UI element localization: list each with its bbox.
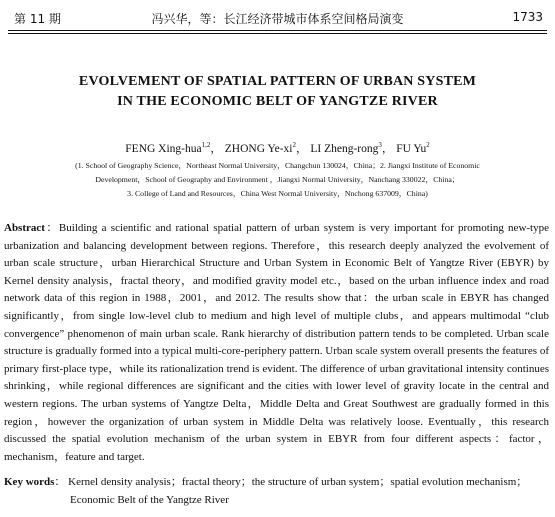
abstract-paragraph <box>4 220 549 466</box>
author-name: FU Yu <box>396 143 427 155</box>
paper-title <box>20 72 535 112</box>
author-name: FENG Xing-hua <box>125 143 202 155</box>
title-line-2: IN THE ECONOMIC BELT OF YANGTZE RIVER <box>117 94 438 109</box>
author-affil-mark: 3 <box>378 141 382 150</box>
abstract-text: Building a scientific and rational spatial pattern of urban system is very important for promoting new-type urbanization and balancing development between regions. Therefore，this research deeply analyzed the evolvement of urban scale structure，urban Hierarchical Structure and Urban System in Economic Belt of Yangtze River (EBYR) by Kernel density analysis，fractal theory，and modified gravity model etc.，based on the urban influence index and road network data of this region in 1988，2001，and 2012. The results show that：the urban scale in EBYR has changed significantly，from single low-level club to medium and high level of multiple clubs，and appears multimodal “club convergence” phenomenon of main urban scale. Rank hierarchy of distribution pattern tends to be completed. Urban scale structure is gradually formed into a typical multi-core-periphery pattern. Urban scale system overall presents the features of primary first-place type，while its rationalization trend is evident. The difference of urban gravitational intensity continues shrinking，while regional differences are significant and the cities with lower level of gravity locate in the central and western regions. The urban systems of Yangtze Delta，Middle Delta and Great Southwest are gradually formed in this region，however the organization of urban system in Middle Delta was relatively loose. Eventually，this research discussed the spatial evolution mechanism of the urban system in EBYR from four different aspects：factor，mechanism，feature and target. <box>4 222 549 463</box>
author-list <box>20 140 535 156</box>
keywords-label: Key words <box>4 476 55 488</box>
affiliation-line-3: 3. College of Land and Resources，China West Normal University，Nnchong 637009，China) <box>127 189 428 198</box>
affiliations <box>40 159 515 201</box>
abstract-label-separator: ： <box>44 222 59 234</box>
keywords-block <box>4 474 549 509</box>
abstract-label: Abstract <box>4 222 45 234</box>
author-separator: ， <box>381 143 394 155</box>
page-header <box>0 0 555 30</box>
running-title: 冯兴华，等：长江经济带城市体系空间格局演变 <box>151 12 404 26</box>
keywords-line-1: Kernel density analysis；fractal theory；the structure of urban system；spatial evolution mechanism； <box>68 476 528 488</box>
keywords-line-2: Economic Belt of the Yangtze River <box>70 493 229 506</box>
affiliation-line-2: Development，School of Geography and Environment ，Jiangxi Normal University，Nanchang 330022，China； <box>95 175 460 184</box>
title-line-1: EVOLVEMENT OF SPATIAL PATTERN OF URBAN SYSTEM <box>78 74 477 89</box>
header-rule-thin <box>8 33 547 34</box>
header-rule-thick <box>8 30 547 31</box>
author-name: ZHONG Ye-xi <box>224 143 293 155</box>
affiliation-line-1: (1. School of Geography Science，Northeast Normal University，Changchun 130024，China；2. Jiangxi Institute of Economic <box>75 161 480 170</box>
author-affil-mark: 2 <box>426 141 430 150</box>
author-affil-mark: 1,2 <box>201 141 211 150</box>
page-number: 1733 <box>512 10 543 24</box>
author-affil-mark: 2 <box>292 141 296 150</box>
author-name: LI Zheng-rong <box>310 143 379 155</box>
author-separator: ， <box>210 143 222 155</box>
keywords-label-separator: ： <box>54 476 66 488</box>
issue-number: 第 11 期 <box>14 12 61 26</box>
author-separator: ， <box>295 143 308 155</box>
